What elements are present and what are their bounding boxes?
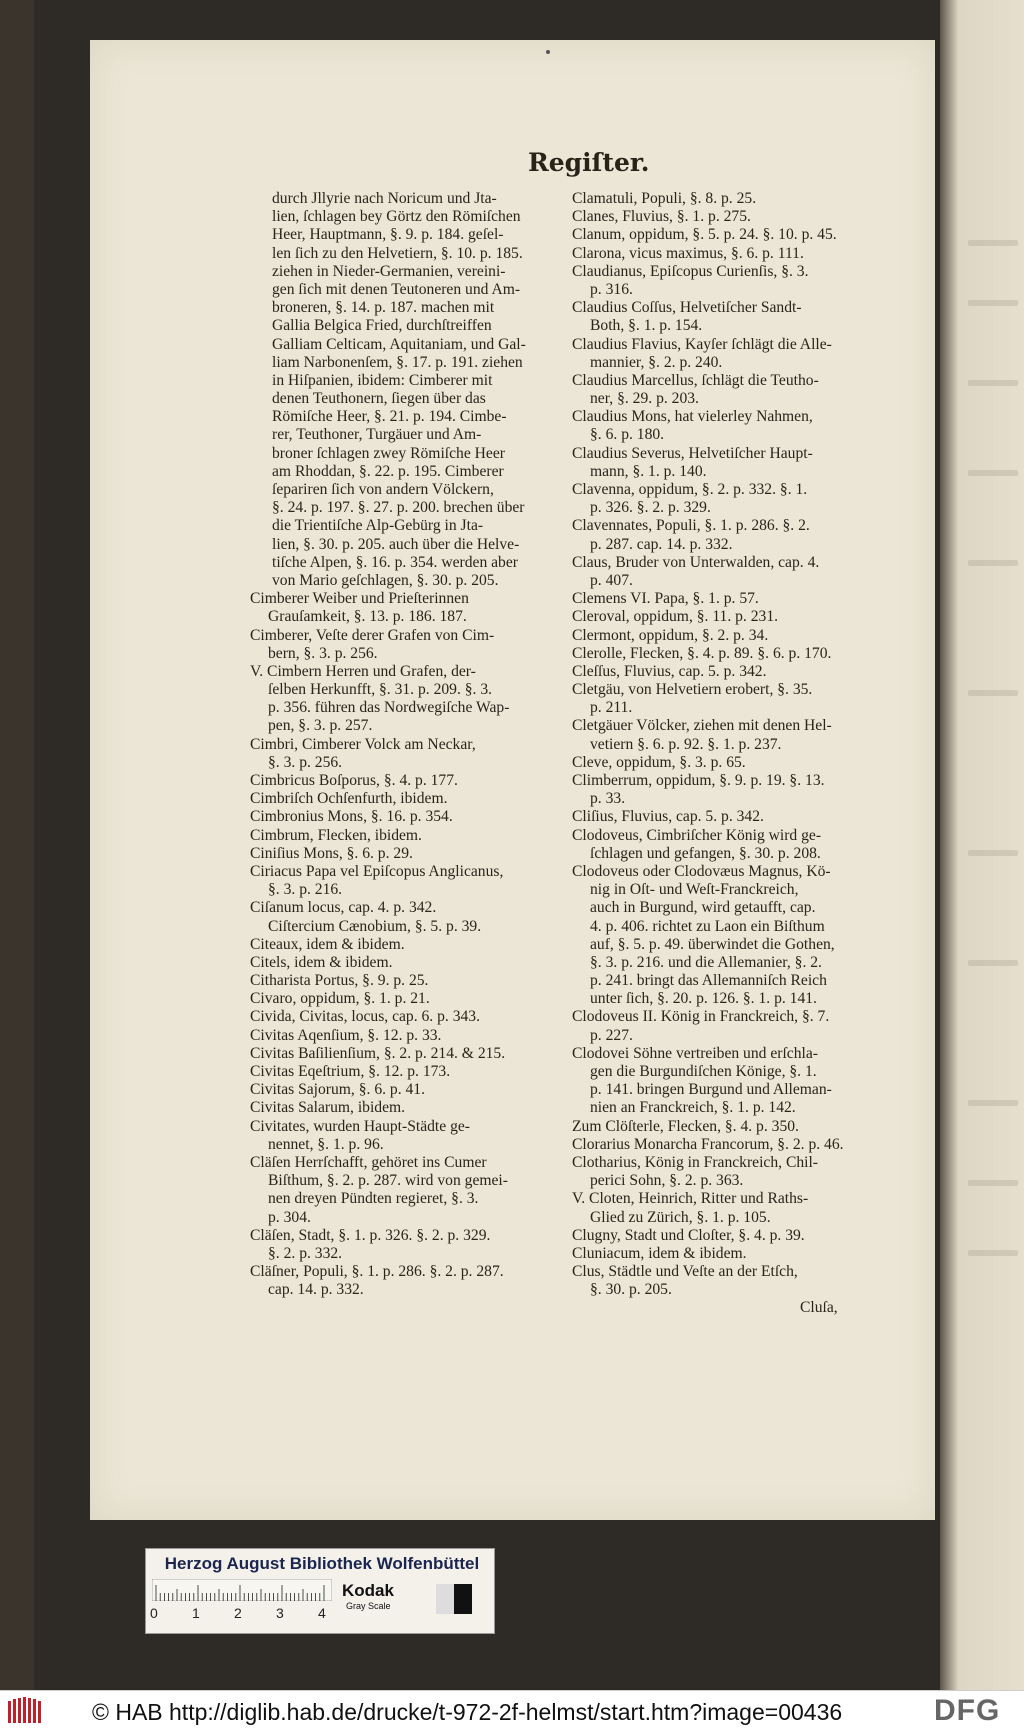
index-line: p. 407. [590, 571, 633, 589]
index-line: V. Cloten, Heinrich, Ritter und Raths- [572, 1190, 809, 1208]
white-swatch [436, 1584, 454, 1614]
index-line: Claudius Flavius, Kayſer ſchlägt die Alle- [572, 335, 832, 353]
index-line: Clotharius, König in Franckreich, Chil- [572, 1153, 818, 1171]
index-line: Clorarius Monarcha Francorum, §. 2. p. 46. [572, 1135, 844, 1153]
page-mark [546, 50, 550, 54]
index-line: Civitas Eqeſtrium, §. 12. p. 173. [250, 1063, 451, 1080]
index-line: Cluſa, [800, 1299, 838, 1317]
index-line: ſelben Herkunfft, §. 31. p. 209. §. 3. [268, 681, 493, 699]
index-line: rer, Teuthoner, Turgäuer und Am- [272, 426, 482, 444]
index-line: Civitas Salarum, ibidem. [250, 1099, 406, 1117]
index-line: ziehen in Nieder-Germanien, vereini- [272, 262, 506, 280]
index-line: Citeaux, idem & ibidem. [250, 935, 405, 953]
index-line: gen die Burgundiſchen Könige, §. 1. [590, 1063, 817, 1080]
index-line: §. 3. p. 216. und die Allemanier, §. 2. [590, 953, 822, 971]
index-line: tiſche Alpen, §. 16. p. 354. werden aber [272, 553, 518, 571]
index-line: Cläſen Herrſchafft, gehöret ins Cumer [250, 1153, 487, 1171]
index-line: broneren, §. 14. p. 187. machen mit [272, 299, 495, 317]
index-line: liam Narbonenſem, §. 17. p. 191. ziehen [272, 353, 523, 371]
ruler-number: 0 [150, 1605, 158, 1621]
index-line: Claudius Coſſus, Helvetiſcher Sandt- [572, 299, 802, 317]
index-line: Zum Clöſterle, Flecken, §. 4. p. 350. [572, 1117, 799, 1135]
index-line: Claudius Severus, Helvetiſcher Haupt- [572, 444, 813, 462]
index-line: ner, §. 29. p. 203. [590, 390, 699, 408]
index-line: auch in Burgund, wird getaufft, cap. [590, 899, 816, 917]
index-line: Galliam Celticam, Aquitaniam, und Gal- [272, 335, 526, 353]
index-line: Clugny, Stadt und Cloſter, §. 4. p. 39. [572, 1226, 805, 1244]
scan-left-edge [0, 0, 34, 1690]
index-line: Cliſius, Fluvius, cap. 5. p. 342. [572, 808, 764, 826]
index-line: ſchlagen und gefangen, §. 30. p. 208. [590, 844, 821, 862]
index-line: Civitates, wurden Haupt-Städte ge- [250, 1117, 470, 1135]
index-line: §. 3. p. 256. [268, 753, 343, 771]
black-swatch [454, 1584, 472, 1614]
index-line: Clavenna, oppidum, §. 2. p. 332. §. 1. [572, 481, 808, 498]
ruler-scale [152, 1579, 332, 1601]
index-line: Clanum, oppidum, §. 5. p. 24. §. 10. p. 45. [572, 226, 837, 244]
index-line: Clarona, vicus maximus, §. 6. p. 111. [572, 244, 804, 262]
index-line: Biſthum, §. 2. p. 287. wird von gemei- [268, 1172, 508, 1190]
index-line: Clus, Städtle und Veſte an der Etſch, [572, 1263, 798, 1281]
index-line: Civida, Civitas, locus, cap. 6. p. 343. [250, 1008, 480, 1026]
color-calibration-card [145, 1548, 495, 1634]
index-line: nennet, §. 1. p. 96. [268, 1135, 384, 1153]
index-line: nien an Franckreich, §. 1. p. 142. [590, 1099, 796, 1117]
index-line: in Hiſpanien, ibidem: Cimberer mit [272, 371, 493, 389]
index-line: Claudius Marcellus, ſchlägt die Teutho- [572, 371, 819, 389]
index-line: §. 3. p. 216. [268, 881, 343, 899]
card-title: Herzog August Bibliothek Wolfenbüttel [164, 1554, 480, 1573]
index-line: Civitas Baſilienſium, §. 2. p. 214. & 215. [250, 1044, 506, 1062]
index-line: Civitas Sajorum, §. 6. p. 41. [250, 1081, 425, 1099]
index-line: §. 6. p. 180. [590, 426, 665, 444]
index-line: Clerolle, Flecken, §. 4. p. 89. §. 6. p. 170. [572, 644, 832, 662]
index-line: pen, §. 3. p. 257. [268, 717, 373, 735]
index-line: Cimbricus Boſporus, §. 4. p. 177. [250, 772, 458, 789]
index-line: Both, §. 1. p. 154. [590, 317, 703, 335]
index-line: p. 241. bringt das Allemanniſch Reich [590, 972, 827, 990]
index-line: perici Sohn, §. 2. p. 363. [590, 1172, 744, 1190]
index-line: Ciniſius Mons, §. 6. p. 29. [250, 844, 413, 862]
index-line: Cimberer, Veſte derer Grafen von Cim- [250, 626, 495, 644]
index-line: p. 356. führen das Nordwegiſche Wap- [268, 699, 510, 717]
index-line: Cimberer Weiber und Prieſterinnen [250, 590, 469, 608]
index-line: §. 2. p. 332. [268, 1244, 343, 1262]
index-line: Cläſen, Stadt, §. 1. p. 326. §. 2. p. 329. [250, 1226, 491, 1244]
index-line: denen Teuthonern, ſiegen über das [272, 390, 486, 408]
index-line: Citels, idem & ibidem. [250, 953, 393, 971]
index-line: lien, §. 30. p. 205. auch über die Helve- [272, 535, 520, 553]
index-line: Cletgäuer Völcker, ziehen mit denen Hel- [572, 717, 832, 735]
index-line: Cleve, oppidum, §. 3. p. 65. [572, 753, 746, 771]
index-line: p. 33. [590, 790, 626, 808]
ruler-number: 2 [234, 1605, 242, 1621]
index-line: Clamatuli, Populi, §. 8. p. 25. [572, 190, 757, 207]
index-line: gen ſich mit denen Teutoneren und Am- [272, 280, 521, 298]
index-line: Römiſche Heer, §. 21. p. 194. Cimbe- [272, 408, 507, 426]
index-line: Clermont, oppidum, §. 2. p. 34. [572, 626, 769, 644]
index-line: p. 304. [268, 1208, 311, 1226]
index-line: Gallia Belgica Fried, durchſtreiffen [272, 317, 492, 335]
index-line: Clavennates, Populi, §. 1. p. 286. §. 2. [572, 517, 810, 535]
book-page [90, 40, 935, 1520]
index-line: V. Cimbern Herren und Grafen, der- [250, 662, 476, 680]
index-line: bern, §. 3. p. 256. [268, 644, 378, 662]
index-line: Heer, Hauptmann, §. 9. p. 184. geſel- [272, 226, 504, 244]
index-line: Civitas Aqenſium, §. 12. p. 33. [250, 1026, 442, 1044]
index-line: Citharista Portus, §. 9. p. 25. [250, 972, 429, 990]
index-line: p. 211. [590, 699, 633, 717]
index-line: Clemens VI. Papa, §. 1. p. 57. [572, 590, 759, 608]
index-line: am Rhoddan, §. 22. p. 195. Cimberer [272, 462, 504, 480]
index-line: nen dreyen Pündten regieret, §. 3. [268, 1190, 479, 1208]
hab-logo-icon [6, 1695, 48, 1727]
index-line: Cleſſus, Fluvius, cap. 5. p. 342. [572, 662, 767, 680]
index-line: p. 141. bringen Burgund und Alleman- [590, 1081, 832, 1099]
gray-scale-label: Gray Scale [346, 1601, 391, 1611]
index-line: nig in Oſt- und Weſt-Franckreich, [590, 881, 799, 899]
index-line: Cluniacum, idem & ibidem. [572, 1244, 747, 1262]
index-line: auf, §. 5. p. 49. überwindet die Gothen, [590, 935, 835, 953]
index-line: broner ſchlagen zwey Römiſche Heer [272, 444, 505, 462]
index-line: Clodoveus II. König in Franckreich, §. 7. [572, 1008, 830, 1026]
index-line: mann, §. 1. p. 140. [590, 462, 707, 480]
index-line: §. 24. p. 197. §. 27. p. 200. brechen über [272, 499, 525, 517]
index-line: Ciſanum locus, cap. 4. p. 342. [250, 899, 437, 917]
index-line: Civaro, oppidum, §. 1. p. 21. [250, 990, 430, 1008]
index-line: Clodovei Söhne vertreiben und erſchla- [572, 1044, 818, 1062]
ruler-number: 4 [318, 1605, 326, 1621]
index-line: Grauſamkeit, §. 13. p. 186. 187. [268, 608, 467, 626]
index-line: cap. 14. p. 332. [268, 1281, 364, 1299]
index-line: die Trientiſche Alp-Gebürg in Jta- [272, 517, 484, 535]
index-line: 4. p. 406. richtet zu Laon ein Biſthum [590, 917, 825, 935]
index-line: von Mario geſchlagen, §. 30. p. 205. [272, 571, 499, 589]
index-line: Cimbrum, Flecken, ibidem. [250, 826, 422, 844]
index-line: unter ſich, §. 20. p. 126. §. 1. p. 141. [590, 990, 817, 1008]
index-line: Ciriacus Papa vel Epiſcopus Anglicanus, [250, 862, 504, 880]
right-column [572, 190, 966, 1318]
index-line: Cimbriſch Ochſenfurth, ibidem. [250, 790, 448, 808]
index-line: Cimbri, Cimberer Volck am Neckar, [250, 735, 476, 753]
index-line: Clanes, Fluvius, §. 1. p. 275. [572, 208, 751, 226]
index-line: Climberrum, oppidum, §. 9. p. 19. §. 13. [572, 772, 825, 789]
index-line: p. 316. [590, 280, 633, 298]
index-line: p. 326. §. 2. p. 329. [590, 499, 711, 517]
index-line: vetiern §. 6. p. 92. §. 1. p. 237. [590, 735, 782, 753]
index-line: Clodoveus oder Clodovæus Magnus, Kö- [572, 862, 831, 880]
footer-bar [0, 1690, 1024, 1731]
index-line: Claus, Bruder von Unterwalden, cap. 4. [572, 553, 820, 571]
index-line: §. 30. p. 205. [590, 1281, 672, 1299]
index-line: durch Jllyrie nach Noricum und Jta- [272, 190, 497, 207]
index-line: Cimbronius Mons, §. 16. p. 354. [250, 808, 453, 826]
kodak-brand: Kodak [342, 1581, 394, 1600]
index-line: len ſich zu den Helvetiern, §. 10. p. 185. [272, 244, 523, 262]
dfg-logo: DFG [934, 1694, 1001, 1727]
index-line: Ciſtercium Cænobium, §. 5. p. 39. [268, 917, 482, 935]
index-line: Cleroval, oppidum, §. 11. p. 231. [572, 608, 779, 626]
running-head: Regiſter. [528, 148, 650, 177]
index-line: mannier, §. 2. p. 240. [590, 353, 723, 371]
index-line: p. 227. [590, 1026, 633, 1044]
index-line: Clodoveus, Cimbriſcher König wird ge- [572, 826, 822, 844]
index-line: lien, ſchlagen bey Görtz den Römiſchen [272, 208, 521, 226]
ruler-number: 3 [276, 1605, 284, 1621]
index-line: Claudius Mons, hat vielerley Nahmen, [572, 408, 813, 426]
source-url: © HAB http://diglib.hab.de/drucke/t-972-2f-helmst/start.htm?image=00436 [92, 1699, 843, 1725]
index-line: p. 287. cap. 14. p. 332. [590, 535, 733, 553]
index-line: Cläſner, Populi, §. 1. p. 286. §. 2. p. 287. [250, 1263, 504, 1281]
index-line: Glied zu Zürich, §. 1. p. 105. [590, 1208, 771, 1226]
index-line: Cletgäu, von Helvetiern erobert, §. 35. [572, 681, 813, 699]
index-line: Claudianus, Epiſcopus Curienſis, §. 3. [572, 262, 809, 280]
index-line: ſepariren ſich von andern Völckern, [272, 481, 494, 498]
ruler-number: 1 [192, 1605, 200, 1621]
